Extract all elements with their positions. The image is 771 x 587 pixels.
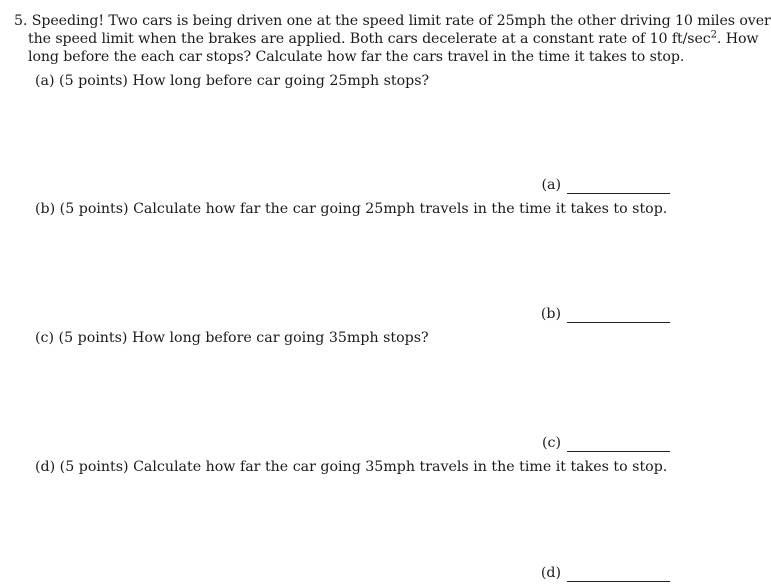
part-a-question (35, 72, 429, 90)
part-label: (c) (35, 330, 55, 346)
part-label: (a) (35, 73, 55, 89)
answer-blank[interactable] (567, 569, 670, 582)
part-b-question (35, 200, 667, 218)
part-points: (5 points) (58, 330, 128, 346)
answer-label: (d) (540, 565, 561, 581)
answer-line-b (541, 305, 670, 323)
problem-line-1: 5. Speeding! Two cars is being driven one at the speed limit rate of 25mph the other driving 10 miles over (14, 13, 771, 29)
answer-blank[interactable] (567, 181, 670, 194)
answer-label: (b) (540, 306, 561, 322)
answer-line-c (542, 434, 670, 452)
part-points: (5 points) (59, 73, 128, 89)
part-label: (d) (35, 459, 56, 475)
part-points: (5 points) (59, 459, 129, 475)
part-question-text: Calculate how far the car going 25mph travels in the time it takes to stop. (133, 201, 668, 217)
answer-line-a (541, 176, 670, 194)
part-question-text: Calculate how far the car going 35mph travels in the time it takes to stop. (133, 459, 668, 475)
answer-line-d (541, 564, 670, 582)
part-points: (5 points) (59, 201, 129, 217)
answer-blank[interactable] (567, 310, 670, 323)
part-c-question (35, 329, 429, 347)
part-d-question (35, 458, 667, 476)
answer-label: (c) (541, 435, 561, 451)
part-label: (b) (35, 201, 56, 217)
problem-line-3: long before the each car stops? Calculate how far the cars travel in the time it takes to stop. (28, 49, 685, 65)
problem-statement (14, 12, 771, 66)
problem-number: 5. (14, 13, 28, 29)
problem-line-2: the speed limit when the brakes are applied. Both cars decelerate at a constant rate of 10 $ft/\sec^2$. How (28, 29, 759, 47)
part-question-text: How long before car going 35mph stops? (131, 330, 429, 346)
answer-label: (a) (541, 177, 561, 193)
answer-blank[interactable] (567, 439, 670, 452)
part-question-text: How long before car going 25mph stops? (132, 73, 430, 89)
